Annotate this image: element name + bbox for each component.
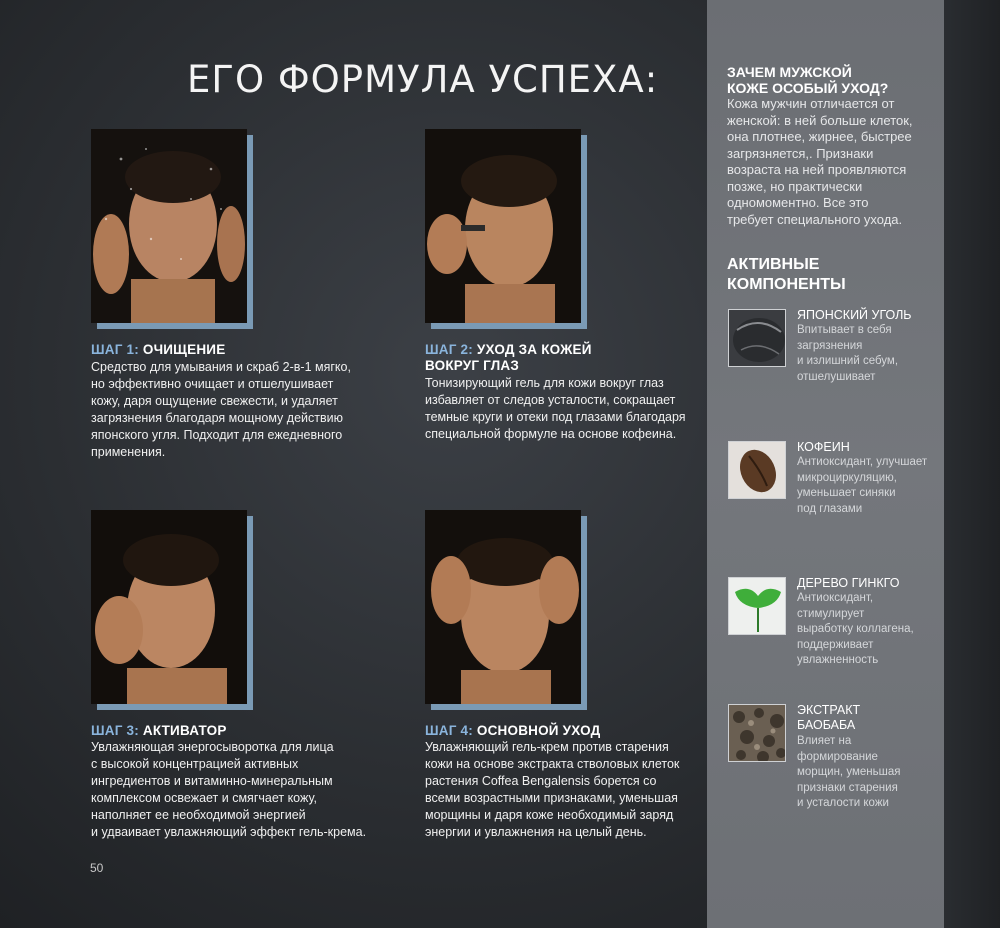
step-4-heading — [425, 723, 705, 739]
ingredient-name — [797, 703, 937, 733]
photo-image — [91, 129, 247, 323]
text-line: загрязнения — [797, 339, 863, 352]
heading-line: КОЖЕ ОСОБЫЙ УХОД? — [727, 80, 889, 96]
text-line: загрязняется,. Признаки — [727, 145, 874, 161]
text-line: энергии и увлажнения на целый день. — [425, 825, 647, 839]
text-line: она плотнее, жирнее, быстрее — [727, 129, 912, 144]
page-title: ЕГО ФОРМУЛА УСПЕХА: — [187, 58, 659, 101]
text-line: Увлажняющий гель-крем против старения — [425, 740, 669, 754]
step-4-text — [425, 739, 705, 841]
step-name: УХОД ЗА КОЖЕЙ — [476, 342, 592, 357]
text-line: и удваивает увлажняющий эффект гель-крема. — [91, 825, 367, 839]
ingredient-name — [797, 576, 937, 591]
text-line: стимулирует — [797, 607, 865, 620]
text-line: Влияет на — [797, 735, 852, 747]
step-3-photo — [91, 510, 253, 710]
step-name-continued: ВОКРУГ ГЛАЗ — [425, 358, 519, 373]
text-line: Средство для умывания и скраб 2-в-1 мягко, — [91, 360, 351, 374]
text-line: Антиоксидант, улучшает — [797, 456, 928, 468]
text-line: кожу, даря ощущение свежести, и удаляет — [91, 394, 338, 408]
active-components-heading — [727, 255, 927, 295]
text-line: темные круги и отеки под глазами благодаря — [425, 410, 686, 424]
charcoal-image — [728, 309, 786, 367]
text-line: и усталости кожи — [797, 797, 889, 809]
ingredient-desc — [797, 323, 937, 385]
text-line: наполняет ее необходимой энергией — [91, 808, 306, 822]
step-number: ШАГ 1: — [91, 342, 139, 357]
text-line: избавляет от следов усталости, сокращает — [425, 393, 676, 407]
photo-image — [91, 510, 247, 704]
step-name: ОЧИЩЕНИЕ — [142, 342, 226, 357]
ginkgo-leaf-image — [728, 577, 786, 635]
text-line: требует специального ухода. — [727, 211, 903, 227]
text-line: с высокой концентрацией активных — [91, 757, 299, 771]
coffee-bean-image — [728, 441, 786, 499]
baobab-bark-image — [728, 704, 786, 762]
text-line: специальной формуле на основе кофеина. — [425, 427, 677, 441]
photo-image — [425, 510, 581, 704]
step-1-photo — [91, 129, 253, 329]
text-line: уменьшает синяки — [797, 487, 896, 499]
text-line: ингредиентов и витаминно-минеральным — [91, 774, 333, 788]
text-line: кожи на основе экстракта стволовых клеток — [425, 757, 680, 771]
text-line: и излишний себум, — [797, 355, 899, 367]
page-edge — [944, 0, 1000, 928]
name-line: ЭКСТРАКТ — [797, 703, 861, 717]
heading-line: КОМПОНЕНТЫ — [727, 276, 846, 293]
text-line: под глазами — [797, 502, 863, 515]
text-line: японского угля. Подходит для ежедневного — [91, 428, 343, 442]
step-3-text — [91, 739, 381, 841]
text-line: Впитывает в себя — [797, 324, 892, 336]
name-line: БАОБАБА — [797, 718, 856, 732]
text-line: Антиоксидант, — [797, 592, 874, 604]
ingredient-desc — [797, 591, 937, 669]
ingredient-desc — [797, 734, 937, 812]
text-line: Кожа мужчин отличается от — [727, 96, 895, 111]
text-line: но эффективно очищает и отшелушивает — [91, 377, 334, 391]
name-line: КОФЕИН — [797, 440, 850, 454]
text-line: поддерживает — [797, 638, 874, 651]
step-2-heading — [425, 342, 705, 374]
step-number: ШАГ 2: — [425, 342, 473, 357]
step-name: АКТИВАТОР — [142, 723, 227, 738]
text-line: Увлажняющая энергосыворотка для лица — [91, 740, 334, 754]
step-2-photo — [425, 129, 587, 329]
text-line: признаки старения — [797, 781, 898, 794]
text-line: одномоментно. Все это — [727, 195, 869, 210]
ingredient-name — [797, 440, 937, 455]
text-line: микроциркуляцию, — [797, 471, 897, 484]
text-line: отшелушивает — [797, 370, 876, 383]
text-line: применения. — [91, 445, 166, 459]
text-line: загрязнения благодаря мощному действию — [91, 411, 343, 425]
ingredient-name — [797, 308, 937, 323]
text-line: женской: в ней больше клеток, — [727, 112, 913, 128]
text-line: растения Coffea Bengalensis борется со — [425, 774, 657, 788]
text-line: морщины и даря коже необходимый заряд — [425, 808, 674, 822]
text-line: всеми возрастными признаками, уменьшая — [425, 791, 678, 805]
text-line: позже, но практически — [727, 178, 863, 194]
step-1-text — [91, 359, 381, 461]
step-2-text — [425, 375, 705, 443]
photo-image — [425, 129, 581, 323]
ingredient-desc — [797, 455, 937, 517]
why-text — [727, 96, 937, 228]
step-3-heading — [91, 723, 371, 739]
step-number: ШАГ 3: — [91, 723, 139, 738]
text-line: увлажненность — [797, 654, 879, 666]
text-line: возраста на ней проявляются — [727, 162, 907, 177]
step-name: ОСНОВНОЙ УХОД — [476, 723, 601, 738]
page-number: 50 — [90, 861, 104, 875]
heading-line: АКТИВНЫЕ — [727, 256, 820, 273]
text-line: Тонизирующий гель для кожи вокруг глаз — [425, 376, 664, 390]
name-line: ЯПОНСКИЙ УГОЛЬ — [797, 308, 912, 322]
why-heading — [727, 64, 937, 96]
step-number: ШАГ 4: — [425, 723, 473, 738]
text-line: морщин, уменьшая — [797, 766, 901, 778]
step-1-heading — [91, 342, 371, 358]
name-line: ДЕРЕВО ГИНКГО — [797, 576, 900, 590]
step-4-photo — [425, 510, 587, 710]
text-line: комплексом освежает и смягчает кожу, — [91, 791, 317, 805]
text-line: выработку коллагена, — [797, 623, 914, 635]
heading-line: ЗАЧЕМ МУЖСКОЙ — [727, 64, 852, 80]
text-line: формирование — [797, 750, 878, 763]
